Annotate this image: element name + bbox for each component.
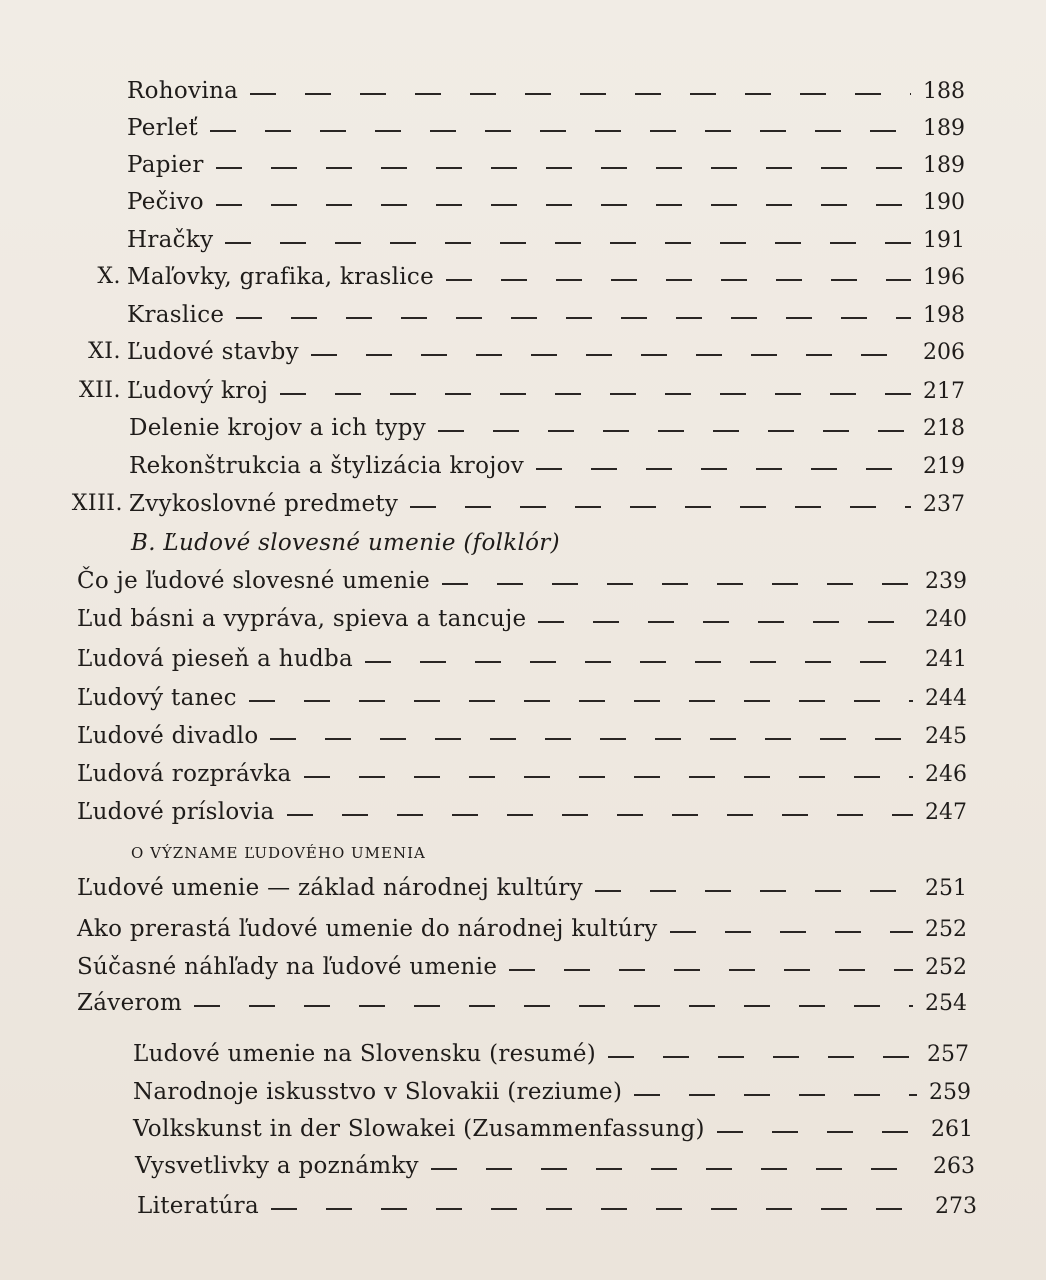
- toc-entry: [127, 76, 965, 106]
- dot-leader: [216, 167, 911, 169]
- toc-entry: [133, 1039, 969, 1069]
- toc-page-number: 188: [923, 79, 965, 104]
- toc-entry: [77, 873, 967, 903]
- toc-page-number: 273: [935, 1194, 977, 1219]
- chapter-number: X.: [97, 264, 121, 289]
- toc-page-number: 257: [927, 1042, 969, 1067]
- toc-title: Hračky: [127, 227, 214, 253]
- toc-title: Ľudové príslovia: [77, 799, 275, 825]
- toc-page-number: 259: [929, 1080, 971, 1105]
- toc-entry: [77, 566, 967, 596]
- toc-title: Čo je ľudové slovesné umenie: [77, 568, 431, 594]
- dot-leader: [194, 1005, 913, 1007]
- toc-page-number: 219: [923, 454, 965, 479]
- toc-title: Narodnoje iskusstvo v Slovakii (reziume): [133, 1079, 623, 1105]
- toc-title: Ľudová rozprávka: [77, 761, 292, 787]
- toc-entry: [77, 952, 967, 982]
- dot-leader: [304, 776, 913, 778]
- toc-title: Ako prerastá ľudové umenie do národnej kultúry: [77, 916, 658, 942]
- toc-entry: [127, 187, 965, 217]
- toc-title: Zvykoslovné predmety: [129, 491, 399, 517]
- toc-title: Ľudové divadlo: [77, 723, 259, 749]
- dot-leader: [634, 1094, 917, 1096]
- toc-entry: [78, 376, 965, 406]
- toc-entry: [127, 150, 965, 180]
- toc-page-number: 237: [923, 492, 965, 517]
- toc-page-number: 254: [925, 991, 967, 1016]
- toc-entry: [129, 451, 965, 481]
- toc-page-number: 189: [923, 153, 965, 178]
- toc-title: Rekonštrukcia a štylizácia krojov: [129, 453, 525, 479]
- toc-page-number: 244: [925, 686, 967, 711]
- dot-leader: [287, 814, 913, 816]
- toc-title: Ľudový kroj: [127, 378, 269, 404]
- dot-leader: [538, 621, 913, 623]
- toc-title: Pečivo: [127, 189, 204, 215]
- dot-leader: [431, 1168, 921, 1170]
- dot-leader: [210, 130, 911, 132]
- dot-leader: [270, 738, 913, 740]
- toc-page-number: 252: [925, 955, 967, 980]
- toc-entry: [129, 413, 965, 443]
- toc-page-number: 191: [923, 228, 965, 253]
- toc-page-number: 251: [925, 876, 967, 901]
- section-heading: O VÝZNAME ĽUDOVÉHO UMENIA: [131, 844, 426, 862]
- toc-page-number: 245: [925, 724, 967, 749]
- toc-page-number: 189: [923, 116, 965, 141]
- toc-entry: [137, 1191, 977, 1221]
- dot-leader: [595, 890, 913, 892]
- dot-leader: [271, 1208, 923, 1210]
- toc-entry: [88, 337, 965, 367]
- toc-title: Papier: [127, 152, 204, 178]
- dot-leader: [670, 931, 913, 933]
- toc-entry: [71, 489, 965, 519]
- toc-entry: [77, 604, 967, 634]
- toc-page-number: 196: [923, 265, 965, 290]
- dot-leader: [250, 93, 911, 95]
- toc-page-number: 240: [925, 607, 967, 632]
- toc-entry: [77, 759, 967, 789]
- dot-leader: [438, 430, 911, 432]
- dot-leader: [216, 204, 911, 206]
- toc-title: Kraslice: [127, 302, 225, 328]
- toc-entry: [127, 225, 965, 255]
- chapter-number: XII.: [78, 378, 121, 403]
- toc-page-number: 261: [931, 1117, 973, 1142]
- section-heading: B. Ľudové slovesné umenie (folklór): [131, 530, 560, 556]
- toc-title: Vysvetlivky a poznámky: [135, 1153, 419, 1179]
- toc-entry: [77, 988, 967, 1018]
- dot-leader: [608, 1056, 915, 1058]
- dot-leader: [717, 1131, 919, 1133]
- toc-title: Ľudový tanec: [77, 685, 237, 711]
- dot-leader: [280, 393, 911, 395]
- chapter-number: XIII.: [71, 491, 123, 516]
- dot-leader: [249, 700, 913, 702]
- toc-entry: [77, 797, 967, 827]
- toc-title: Záverom: [77, 990, 183, 1016]
- toc-entry: [135, 1151, 975, 1181]
- toc-title: Rohovina: [127, 78, 239, 104]
- chapter-number: XI.: [88, 339, 121, 364]
- dot-leader: [446, 279, 911, 281]
- toc-title: Ľud básni a vypráva, spieva a tancuje: [77, 606, 527, 632]
- toc-title: Súčasné náhľady na ľudové umenie: [77, 954, 498, 980]
- toc-title: Ľudové umenie na Slovensku (resumé): [133, 1041, 597, 1067]
- toc-title: Perleť: [127, 115, 199, 141]
- toc-title: Maľovky, grafika, kraslice: [127, 264, 434, 290]
- toc-entry: [77, 683, 967, 713]
- toc-page-number: 263: [933, 1154, 975, 1179]
- dot-leader: [509, 969, 913, 971]
- dot-leader: [410, 506, 911, 508]
- toc-page-number: 246: [925, 762, 967, 787]
- toc-entry: [77, 914, 967, 944]
- toc-page-number: 239: [925, 569, 967, 594]
- toc-page-number: 198: [923, 303, 965, 328]
- toc-page-number: 218: [923, 416, 965, 441]
- dot-leader: [225, 242, 911, 244]
- toc-title: Ľudová pieseň a hudba: [77, 646, 354, 672]
- toc-entry: [133, 1077, 971, 1107]
- toc-title: Ľudové umenie — základ národnej kultúry: [77, 875, 583, 901]
- dot-leader: [442, 583, 913, 585]
- dot-leader: [536, 468, 911, 470]
- toc-title: Ľudové stavby: [127, 339, 299, 365]
- toc-entry: [77, 721, 967, 751]
- toc-page-number: 190: [923, 190, 965, 215]
- toc-entry: [133, 1114, 973, 1144]
- toc-entry: [127, 113, 965, 143]
- dot-leader: [311, 354, 911, 356]
- toc-page-number: 247: [925, 800, 967, 825]
- toc-page-number: 252: [925, 917, 967, 942]
- toc-title: Delenie krojov a ich typy: [129, 415, 427, 441]
- toc-page-number: 206: [923, 340, 965, 365]
- toc-title: Literatúra: [137, 1193, 259, 1219]
- dot-leader: [365, 661, 913, 663]
- toc-page-number: 217: [923, 379, 965, 404]
- dot-leader: [236, 317, 911, 319]
- toc-title: Volkskunst in der Slowakei (Zusammenfassung): [133, 1116, 705, 1142]
- toc-page-number: 241: [925, 647, 967, 672]
- toc-entry: [77, 644, 967, 674]
- toc-entry: [97, 262, 965, 292]
- toc-entry: [127, 300, 965, 330]
